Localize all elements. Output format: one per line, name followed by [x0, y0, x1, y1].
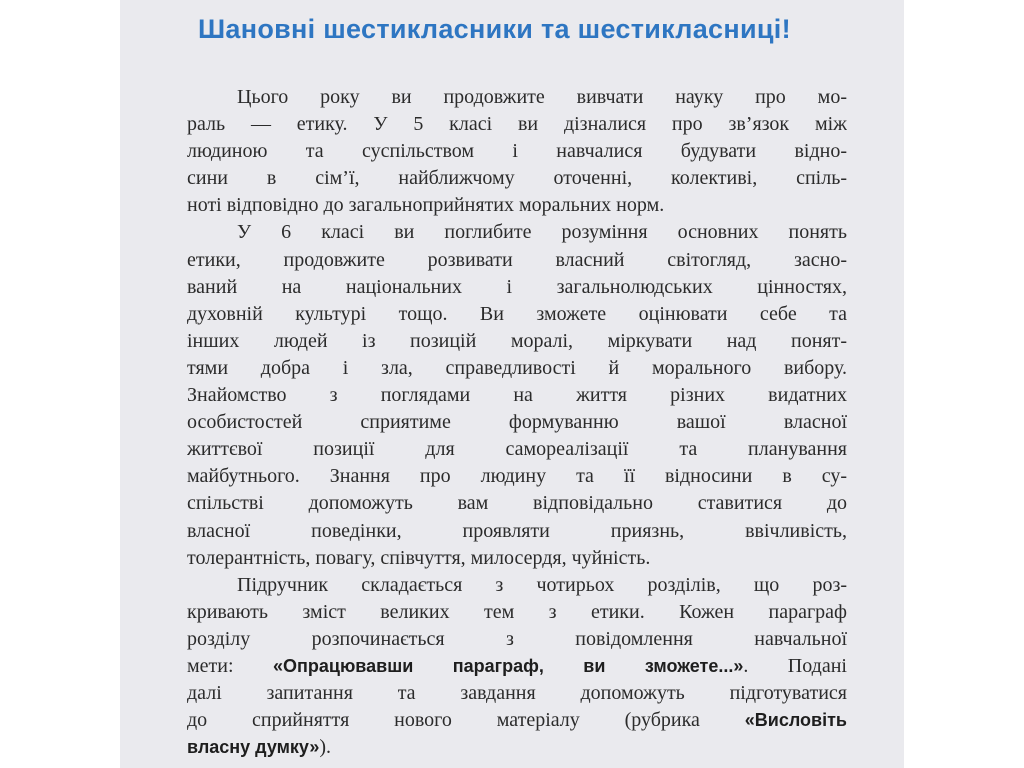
line-text: людиною та суспільством і навчалися будувати відно- [187, 140, 847, 163]
textbook-page [120, 0, 904, 768]
line-text: далі запитання та завдання допоможуть підготуватися [187, 682, 847, 705]
text-line [187, 518, 847, 545]
line-text: У 6 класі ви поглибите розуміння основних понять [237, 221, 847, 244]
line-text: етики, продовжите розвивати власний світогляд, засно- [187, 248, 847, 271]
text-line [187, 626, 847, 653]
line-text: ваний на національних і загальнолюдських цінностях, [187, 275, 847, 298]
rubric-bold-text: власну думку» [187, 737, 320, 758]
line-text: мети: [187, 654, 273, 677]
text-line [187, 599, 847, 626]
text-line [187, 545, 847, 572]
text-line [187, 84, 847, 111]
text-line [187, 382, 847, 409]
text-line [187, 192, 847, 219]
line-text: сини в сім’ї, найближчому оточенні, колективі, спіль- [187, 167, 847, 190]
line-text: Підручник складається з чотирьох розділів, що роз- [237, 573, 847, 596]
line-text: інших людей із позицій моралі, міркувати над понят- [187, 329, 847, 352]
text-line [187, 355, 847, 382]
text-line [187, 707, 847, 734]
line-text: духовній культурі тощо. Ви зможете оцінювати себе та [187, 302, 847, 325]
line-text: ноті відповідно до загальноприйнятих моральних норм. [187, 194, 665, 217]
line-text: власної поведінки, проявляти приязнь, ввічливість, [187, 519, 847, 542]
text-line [187, 436, 847, 463]
text-line [187, 653, 847, 680]
text-line [187, 274, 847, 301]
line-text: кривають зміст великих тем з етики. Кожен параграф [187, 600, 847, 623]
text-line [187, 463, 847, 490]
rubric-bold-text: «Висловіть [744, 710, 847, 731]
text-line [187, 572, 847, 599]
rubric-bold-text: «Опрацювавши параграф, ви зможете...» [272, 655, 744, 676]
line-text: спільстві допоможуть вам відповідально ставитися до [187, 492, 847, 515]
text-line [187, 328, 847, 355]
line-text: Цього року ви продовжите вивчати науку про мо- [237, 86, 847, 108]
text-line [187, 165, 847, 192]
text-line [187, 247, 847, 274]
line-text: ). [319, 736, 332, 759]
line-text: Знайомство з поглядами на життя різних видатних [187, 384, 847, 407]
line-text: особистостей сприятиме формуванню вашої власної [187, 411, 847, 434]
line-text: . Подані [743, 654, 847, 677]
text-line [187, 734, 847, 761]
line-text: раль — етику. У 5 класі ви дізналися про зв’язок між [187, 113, 847, 136]
line-text: життєвої позиції для самореалізації та планування [187, 438, 847, 461]
page-title: Шановні шестикласники та шестикласниці! [198, 14, 791, 44]
body-text [187, 84, 847, 761]
line-text: тями добра і зла, справедливості й морального вибору. [187, 356, 847, 379]
text-line [187, 490, 847, 517]
text-line [187, 138, 847, 165]
line-text: майбутнього. Знання про людину та її відносини в су- [187, 465, 847, 488]
text-line [187, 301, 847, 328]
text-line [187, 409, 847, 436]
line-text: до сприйняття нового матеріалу (рубрика [187, 709, 745, 732]
text-line [187, 680, 847, 707]
line-text: розділу розпочинається з повідомлення навчальної [187, 627, 847, 650]
text-line [187, 219, 847, 246]
line-text: толерантність, повагу, співчуття, милосердя, чуйність. [187, 546, 651, 569]
text-line [187, 111, 847, 138]
